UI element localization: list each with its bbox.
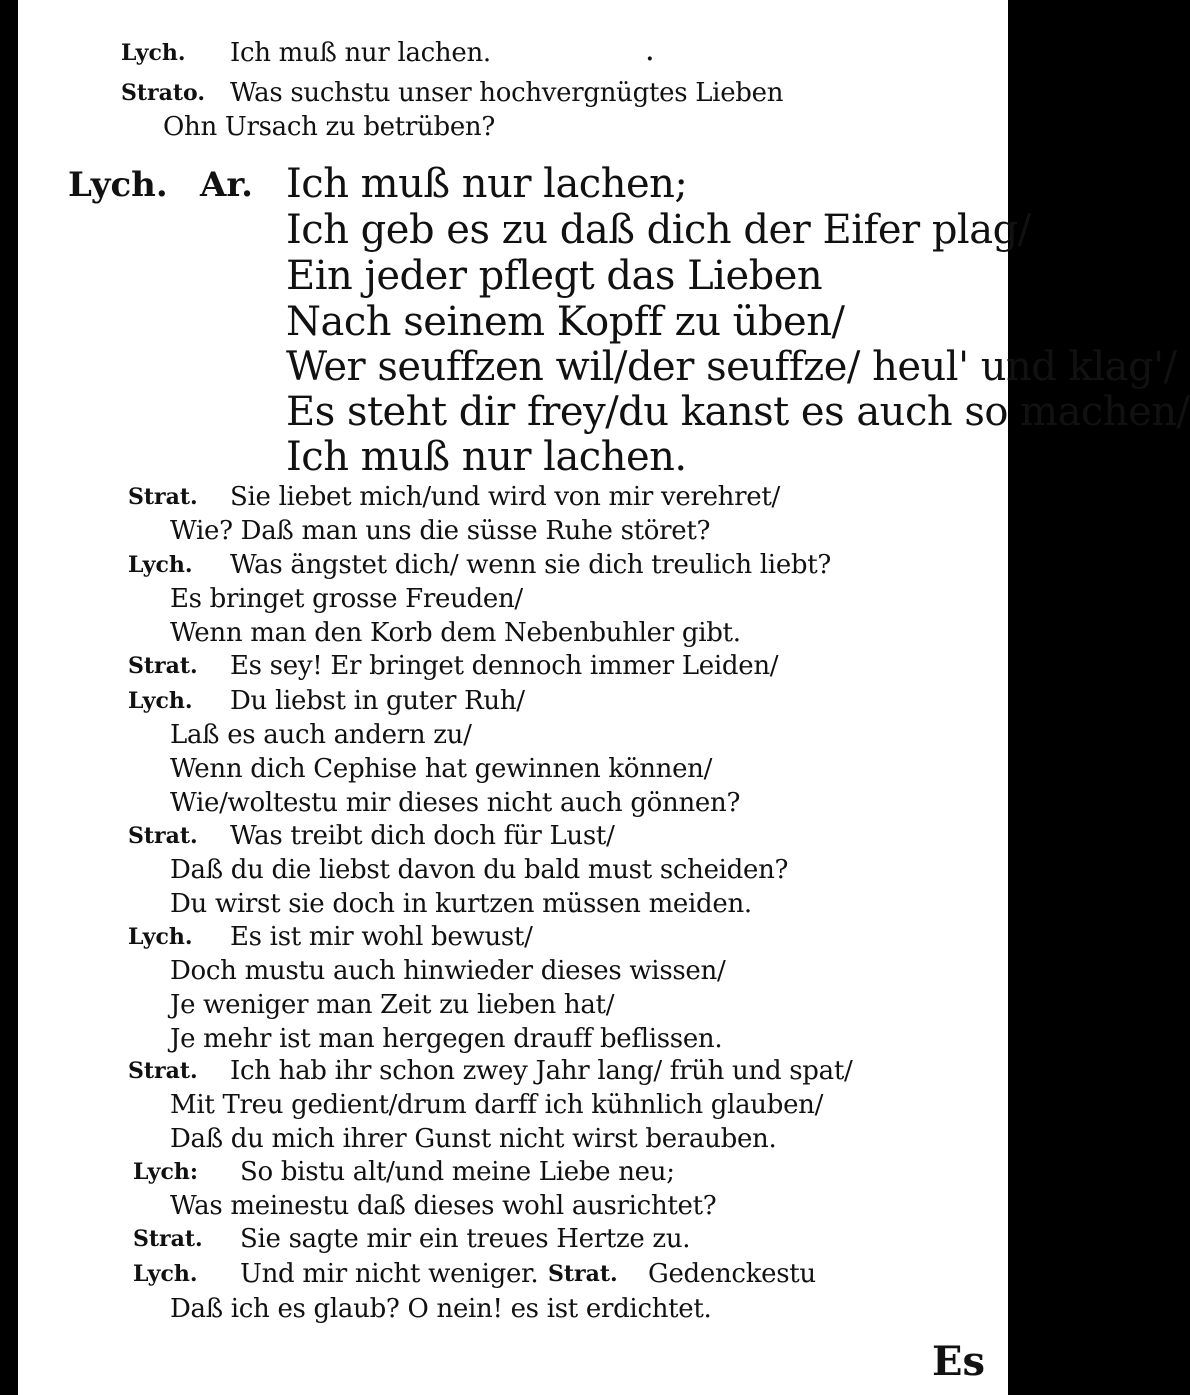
catchword: Es: [932, 1338, 986, 1385]
verse-line: Und mir nicht weniger.: [240, 1259, 539, 1289]
verse-line: Daß ich es glaub? O nein! es ist erdichtet.: [170, 1294, 712, 1324]
verse-line: Du liebst in guter Ruh/: [230, 686, 525, 716]
speaker-label: Lych.: [128, 688, 193, 714]
verse-line: Was ängstet dich/ wenn sie dich treulich liebt?: [230, 550, 832, 580]
speaker-label: Lych.: [128, 924, 193, 950]
aria-line: Ich muß nur lachen;: [286, 161, 688, 207]
verse-line: Je mehr ist man hergegen drauff beflissen.: [170, 1024, 723, 1054]
book-page: [18, 0, 1190, 1395]
verse-line: Mit Treu gedient/drum darff ich kühnlich glauben/: [170, 1090, 824, 1120]
verse-line: Laß es auch andern zu/: [170, 720, 472, 750]
verse-line: Sie sagte mir ein treues Hertze zu.: [240, 1224, 691, 1254]
verse-line: Was suchstu unser hochvergnügtes Lieben: [230, 78, 784, 108]
verse-line: Ohn Ursach zu betrüben?: [163, 112, 496, 142]
verse-line: Doch mustu auch hinwieder dieses wissen/: [170, 956, 726, 986]
verse-line: Wie/woltestu mir dieses nicht auch gönnen?: [170, 788, 741, 818]
verse-line: So bistu alt/und meine Liebe neu;: [240, 1157, 675, 1187]
ink-speck: ·: [646, 46, 654, 72]
verse-line: Was meinestu daß dieses wohl ausrichtet?: [170, 1191, 717, 1221]
aria-line: Ein jeder pflegt das Lieben: [286, 253, 823, 299]
speaker-label: Strat.: [128, 653, 198, 679]
verse-line: Je weniger man Zeit zu lieben hat/: [170, 990, 615, 1020]
aria-label: Ar.: [200, 165, 254, 205]
speaker-label: Strat.: [548, 1261, 618, 1287]
aria-line: Ich geb es zu daß dich der Eifer plag/: [286, 207, 1031, 253]
verse-line: Es sey! Er bringet dennoch immer Leiden/: [230, 651, 779, 681]
verse-line: Daß du mich ihrer Gunst nicht wirst berauben.: [170, 1124, 777, 1154]
verse-line: Wie? Daß man uns die süsse Ruhe störet?: [170, 516, 711, 546]
speaker-label: Strat.: [128, 484, 198, 510]
verse-line: Gedenckestu: [648, 1259, 816, 1289]
speaker-label: Lych:: [133, 1159, 198, 1185]
speaker-label: Lych.: [121, 40, 186, 66]
verse-line: Daß du die liebst davon du bald must scheiden?: [170, 855, 789, 885]
verse-line: Was treibt dich doch für Lust/: [230, 821, 615, 851]
verse-line: Sie liebet mich/und wird von mir verehret/: [230, 482, 780, 512]
verse-line: Es bringet grosse Freuden/: [170, 584, 523, 614]
verse-line: Wenn man den Korb dem Nebenbuhler gibt.: [170, 618, 741, 648]
speaker-label: Strat.: [133, 1226, 203, 1252]
verse-line: Es ist mir wohl bewust/: [230, 922, 533, 952]
speaker-label: Strat.: [128, 823, 198, 849]
speaker-label: Strat.: [128, 1058, 198, 1084]
speaker-label: Lych.: [133, 1261, 198, 1287]
verse-line: Du wirst sie doch in kurtzen müssen meiden.: [170, 889, 752, 919]
verse-line: Wenn dich Cephise hat gewinnen können/: [170, 754, 713, 784]
aria-line: Es steht dir frey/du kanst es auch so machen/: [286, 389, 1190, 435]
verse-line: Ich muß nur lachen.: [230, 38, 491, 68]
speaker-label: Lych.: [68, 165, 168, 205]
speaker-label: Lych.: [128, 552, 193, 578]
verse-line: Ich hab ihr schon zwey Jahr lang/ früh und spat/: [230, 1056, 853, 1086]
aria-line: Ich muß nur lachen.: [286, 434, 687, 480]
speaker-label: Strato.: [121, 80, 206, 106]
aria-line: Wer seuffzen wil/der seuffze/ heul' und klag'/: [286, 344, 1177, 390]
aria-line: Nach seinem Kopff zu üben/: [286, 299, 845, 345]
